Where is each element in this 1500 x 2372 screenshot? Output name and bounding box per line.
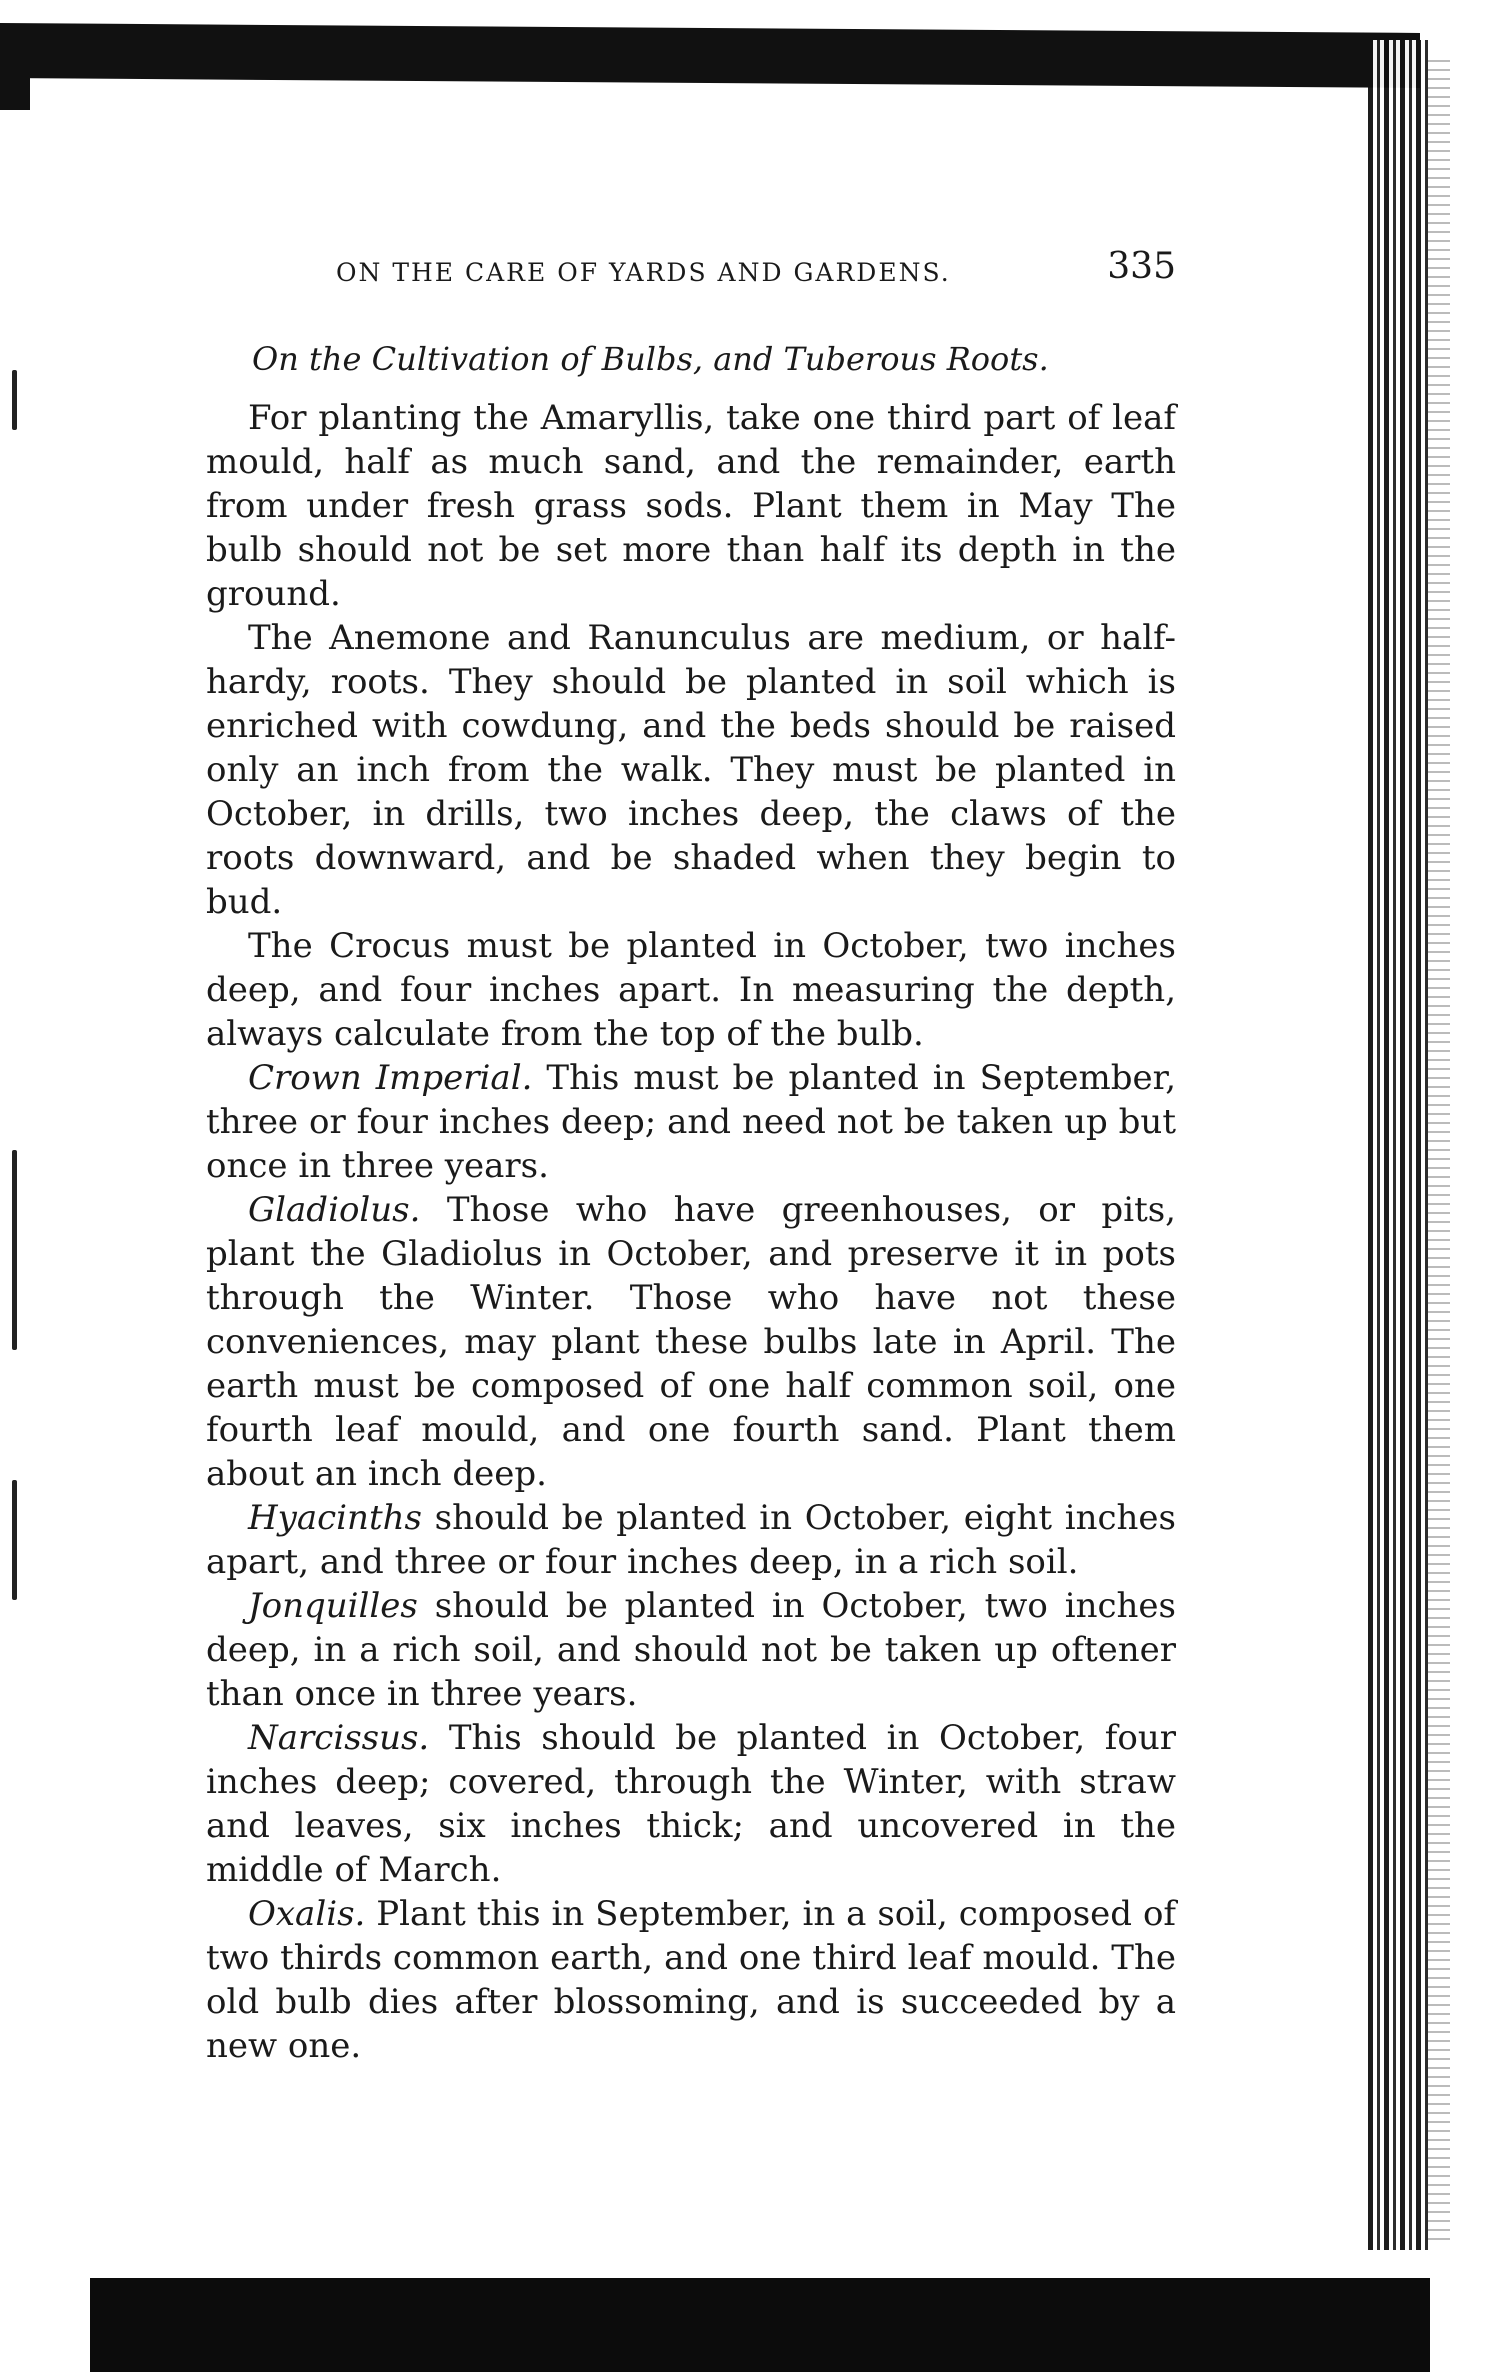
scan-speck [12, 1150, 17, 1350]
paragraph: Hyacinths should be planted in October, eight inches apart, and three or four inches deep, in a rich soil. [206, 1498, 1176, 1582]
scan-speck [12, 1480, 17, 1600]
paragraph: For planting the Amaryllis, take one third part of leaf mould, half as much sand, and the remainder, earth from under fresh grass sods. Plant them in May The bulb should not be set more than half its depth in the ground. [206, 398, 1176, 614]
scan-page-edge-shadow [1428, 60, 1450, 2240]
paragraph: Gladiolus. Those who have greenhouses, or pits, plant the Gladiolus in October, and preserve it in pots through the Winter. Those who have not these conveniences, may plant these bulbs late in April. The earth must be composed of one half common soil, one fourth leaf mould, and one fourth sand. Plant them about an inch deep. [206, 1190, 1176, 1494]
running-head: ON THE CARE OF YARDS AND GARDENS. [336, 258, 951, 287]
scan-bottom-border [90, 2278, 1430, 2372]
scan-top-border [0, 23, 1420, 88]
section-title: On the Cultivation of Bulbs, and Tuberous Roots. [252, 340, 1049, 378]
paragraph: The Crocus must be planted in October, two inches deep, and four inches apart. In measuring the depth, always calculate from the top of the bulb. [206, 926, 1176, 1054]
page-header [206, 240, 1176, 300]
paragraph: Jonquilles should be planted in October, two inches deep, in a rich soil, and should not be taken up oftener than once in three years. [206, 1586, 1176, 1714]
paragraph: The Anemone and Ranunculus are medium, or half-hardy, roots. They should be planted in soil which is enriched with cowdung, and the beds should be raised only an inch from the walk. They must be planted in October, in drills, two inches deep, the claws of the roots downward, and be shaded when they begin to bud. [206, 618, 1176, 922]
scan-top-left-mark [0, 40, 30, 110]
book-page [206, 240, 1176, 2068]
page-number: 335 [1107, 246, 1176, 287]
paragraph: Oxalis. Plant this in September, in a soil, composed of two thirds common earth, and one third leaf mould. The old bulb dies after blossoming, and is succeeded by a new one. [206, 1894, 1176, 2066]
paragraph: Crown Imperial. This must be planted in September, three or four inches deep; and need not be taken up but once in three years. [206, 1058, 1177, 1186]
paragraph: Narcissus. This should be planted in October, four inches deep; covered, through the Winter, with straw and leaves, six inches thick; and uncovered in the middle of March. [206, 1718, 1176, 1890]
scan-speck [12, 370, 17, 430]
scan-page-edge [1368, 40, 1428, 2250]
